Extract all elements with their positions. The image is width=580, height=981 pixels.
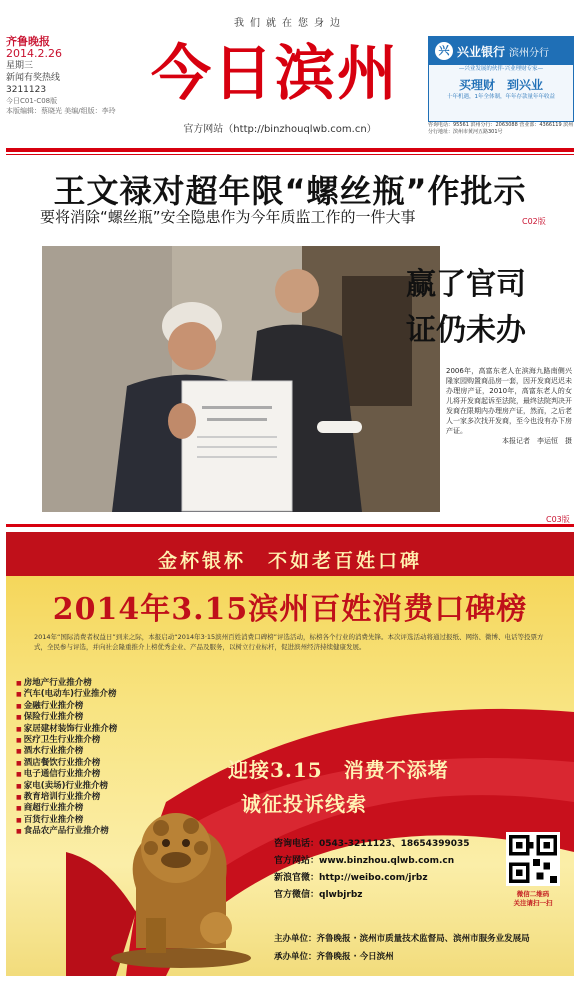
ad-contact-value[interactable]: www.binzhou.qlwb.com.cn: [319, 856, 455, 866]
ad-category: ■ 家电(卖场)行业推介榜: [16, 781, 166, 792]
page-range: 今日C01-C08版: [6, 97, 58, 105]
ad-contact-label: 官方微信：: [274, 890, 320, 900]
brand-logo-text: 齐鲁晚报: [6, 35, 50, 48]
ad-category: ■ 保险行业推介榜: [16, 712, 166, 723]
ad-cta-slogan: 迎接3.15 消费不添堵: [228, 758, 449, 782]
photo-page-ref[interactable]: C03版: [546, 515, 570, 524]
consumer-ad[interactable]: [6, 532, 574, 976]
bank-name: 兴业银行: [457, 44, 506, 59]
newspaper-title: 今日滨州: [151, 39, 399, 109]
ad-cta-complaint[interactable]: 诚征投诉线索: [241, 792, 367, 816]
ad-category: ■ 酒水行业推介榜: [16, 746, 166, 757]
ad-host-units: 主办单位：齐鲁晚报 · 滨州市质量技术监督局、滨州市服务业发展局: [274, 934, 530, 944]
ad-category: ■ 汽车(电动车)行业推介榜: [16, 689, 166, 700]
ad-contact-label: 新浪官微：: [274, 873, 320, 883]
ad-contact-phone: [274, 836, 470, 853]
hotline-label: 新闻有奖热线: [6, 73, 61, 83]
ad-category: ■ 电子通信行业推介榜: [16, 769, 166, 780]
bank-ad[interactable]: [428, 36, 574, 122]
lead-headline[interactable]: 王文禄对超年限“螺丝瓶”作批示: [53, 172, 527, 210]
official-site-link[interactable]: 官方网站（http://binzhouqlwb.com.cn）: [183, 124, 377, 135]
section-divider: [6, 524, 574, 527]
ad-contact-label: 官方网站：: [274, 856, 320, 866]
masthead-slogan: 我们就在您身边: [234, 18, 346, 29]
photo-caption-text: 2006年，高富东老人在滨海九路南侧兴隆家园购置商品房一套，因开发商迟迟未办理房产证，2010年，高富东老人的女儿将开发商起诉至法院，最终法院判决开发商在限期内办理房产证，然而，之后老人一家多次找开发商，至今也没有办下房产证。: [446, 367, 572, 435]
photo-story-title[interactable]: [406, 262, 526, 354]
ad-contact-value[interactable]: 0543-3211123、18654399035: [319, 839, 470, 849]
wechat-qr-code-icon[interactable]: [506, 832, 560, 886]
bank-logo-icon: 兴: [435, 42, 453, 60]
photo-story-title-line2: 证仍未办: [406, 313, 526, 348]
stone-lion-icon: [106, 768, 256, 968]
photo-story-title-line1: 赢了官司: [406, 267, 526, 302]
ad-contact-label: 咨询电话：: [274, 839, 320, 849]
ad-contact-wechat: [274, 887, 470, 904]
ad-category: ■ 医疗卫生行业推介榜: [16, 735, 166, 746]
ad-contact-block: [274, 836, 470, 904]
ad-intro: 2014年“国际消费者权益日”到来之际，本报启动“2014年3·15滨州百姓消费口碑榜”评选活动，标榜各个行业的消费先锋。本次评选活动将通过报纸、网络、微博、电话等投票方式，全民参与评选，并向社会隆重推介上榜优秀企业、产品及服务，以树立行业标杆，促进滨州经济持续健康发展。: [34, 633, 544, 651]
ad-category: ■ 酒店餐饮行业推介榜: [16, 758, 166, 769]
ad-organizer-units: 承办单位：齐鲁晚报 · 今日滨州: [274, 952, 394, 962]
photo-caption: [446, 366, 572, 446]
bank-tagline: 买理财 到兴业: [458, 78, 543, 92]
ad-slogan: 金杯银杯 不如老百姓口碑: [157, 550, 422, 572]
masthead-info: [6, 36, 121, 116]
lead-subheadline: 要将消除“螺丝瓶”安全隐患作为今年质监工作的一件大事: [40, 208, 416, 226]
bank-small-slogan: —兴业发展的伙伴·兴业理财专家—: [458, 66, 544, 72]
issue-date: 2014.2.26: [6, 47, 62, 60]
bank-ad-header: [429, 37, 573, 65]
ad-contact-site: [274, 853, 470, 870]
issue-weekday: 星期三: [6, 61, 34, 71]
editor-credits: 本版编辑：蔡晓光 美编/组版：李玲: [6, 107, 116, 115]
ad-title: 2014年3.15滨州百姓消费口碑榜: [52, 592, 528, 627]
ad-category: ■ 教育培训行业推介榜: [16, 792, 166, 803]
masthead-divider-thin: [6, 154, 574, 155]
lead-page-ref[interactable]: C02版: [522, 217, 546, 226]
ad-contact-value[interactable]: qlwbjrbz: [319, 890, 363, 900]
photo-credit: 本报记者 李运恒 摄: [502, 437, 572, 445]
ad-contact-weibo: [274, 870, 470, 887]
ad-category: ■ 金融行业推介榜: [16, 701, 166, 712]
masthead-divider: [6, 148, 574, 152]
bank-small-slogan-2: 十年机遇，1年全体制，年年存款量年年收益: [446, 94, 555, 100]
news-photo-illustration: [42, 246, 440, 512]
ad-contact-value[interactable]: http://weibo.com/jrbz: [319, 873, 428, 883]
qr-label: 微信二维码 关注请扫一扫: [513, 890, 553, 907]
ad-category: ■ 百货行业推介榜: [16, 815, 166, 826]
hotline-number: 3211123: [6, 85, 47, 95]
ad-category: ■ 家居建材装饰行业推介榜: [16, 724, 166, 735]
bank-contact: 咨询电话：95561 滨州分行：2063088 营业部：4366119 滨州分行地址：滨州市黄河五路301号: [428, 122, 574, 135]
ad-organizers: [274, 930, 530, 966]
bank-branch: 滨州分行: [509, 47, 550, 59]
ad-category: ■ 食品农产品行业推介榜: [16, 826, 166, 837]
news-photo[interactable]: [42, 246, 440, 512]
qr-pattern: [509, 835, 557, 883]
ad-category: ■ 商超行业推介榜: [16, 803, 166, 814]
ad-category: ■ 房地产行业推介榜: [16, 678, 166, 689]
